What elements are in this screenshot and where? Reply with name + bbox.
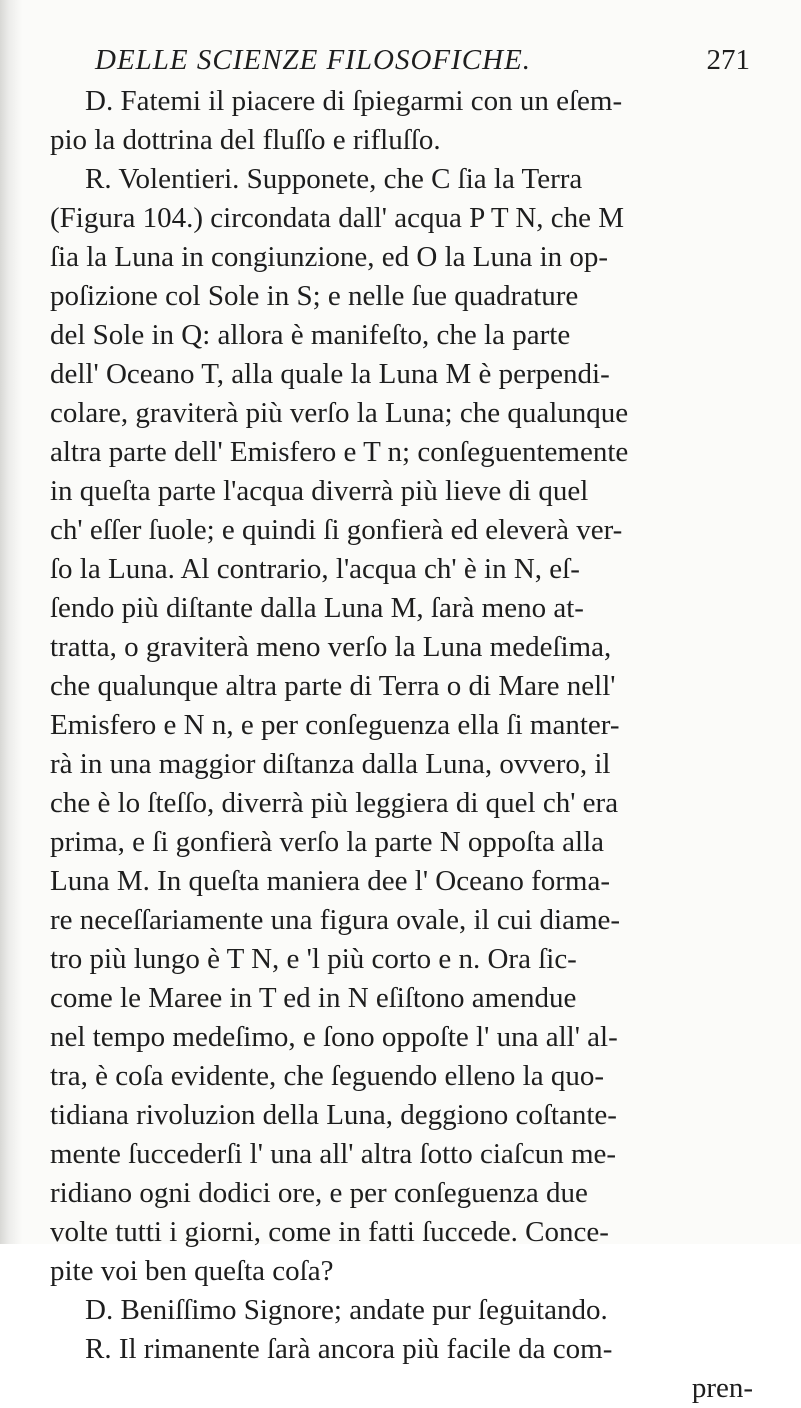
text-line: R. Il rimanente ſarà ancora più facile da com- bbox=[85, 1333, 613, 1365]
text-line: R. Volentieri. Supponete, che C ſia la Terra bbox=[85, 163, 583, 195]
text-line: tra, è coſa evidente, che ſeguendo elleno la quo- bbox=[50, 1060, 604, 1092]
text-line: prima, e ſi gonfierà verſo la parte N oppoſta alla bbox=[50, 826, 605, 858]
text-line: ſo la Luna. Al contrario, l'acqua ch' è in N, eſ- bbox=[50, 553, 580, 585]
text-line: in queſta parte l'acqua diverrà più lieve di quel bbox=[50, 475, 589, 507]
page-header bbox=[95, 44, 750, 84]
text-line: altra parte dell' Emisfero e T n; conſeguentemente bbox=[50, 436, 629, 468]
text-line: D. Beniſſimo Signore; andate pur ſeguitando. bbox=[85, 1294, 608, 1326]
page-gutter-shadow bbox=[0, 0, 22, 1244]
text-line: (Figura 104.) circondata dall' acqua P T N, che M bbox=[50, 202, 625, 234]
text-line: ſia la Luna in congiunzione, ed O la Luna in op- bbox=[50, 241, 609, 273]
text-line: volte tutti i giorni, come in fatti ſuccede. Conce- bbox=[50, 1216, 609, 1248]
text-line: nel tempo medeſimo, e ſono oppoſte l' una all' al- bbox=[50, 1021, 618, 1053]
text-line: rà in una maggior diſtanza dalla Luna, ovvero, il bbox=[50, 748, 611, 780]
text-line: ridiano ogni dodici ore, e per conſeguenza due bbox=[50, 1177, 588, 1209]
text-line: che qualunque altra parte di Terra o di Mare nell' bbox=[50, 670, 616, 702]
text-line: Emisfero e N n, e per conſeguenza ella ſi manter- bbox=[50, 709, 620, 741]
text-line: ſendo più diſtante dalla Luna M, ſarà meno at- bbox=[50, 592, 584, 624]
text-line: D. Fatemi il piacere di ſpiegarmi con un eſem- bbox=[85, 85, 623, 117]
text-line: del Sole in Q: allora è manifeſto, che la parte bbox=[50, 319, 571, 351]
body-text bbox=[50, 82, 755, 1408]
text-line: tidiana rivoluzion della Luna, deggiono coſtante- bbox=[50, 1099, 617, 1131]
text-line: come le Maree in T ed in N eſiſtono amendue bbox=[50, 982, 577, 1014]
catchword: pren- bbox=[691, 1372, 753, 1404]
text-line: ch' eſſer ſuole; e quindi ſi gonfierà ed eleverà ver- bbox=[50, 514, 623, 546]
text-line: tro più lungo è T N, e 'l più corto e n. Ora ſic- bbox=[50, 943, 577, 975]
text-line: pio la dottrina del fluſſo e rifluſſo. bbox=[50, 124, 441, 156]
text-line: colare, graviterà più verſo la Luna; che qualunque bbox=[50, 397, 629, 429]
text-line: poſizione col Sole in S; e nelle ſue quadrature bbox=[50, 280, 579, 312]
text-line: pite voi ben queſta coſa? bbox=[50, 1255, 334, 1287]
text-line: che è lo ſteſſo, diverrà più leggiera di quel ch' era bbox=[50, 787, 619, 819]
running-title: DELLE SCIENZE FILOSOFICHE. bbox=[95, 44, 532, 76]
text-line: re neceſſariamente una figura ovale, il cui diame- bbox=[50, 904, 621, 936]
text-line: tratta, o graviterà meno verſo la Luna medeſima, bbox=[50, 631, 612, 663]
text-line: mente ſuccederſi l' una all' altra ſotto ciaſcun me- bbox=[50, 1138, 617, 1170]
page-number: 271 bbox=[706, 44, 750, 76]
text-line: dell' Oceano T, alla quale la Luna M è perpendi- bbox=[50, 358, 610, 390]
text-line: Luna M. In queſta maniera dee l' Oceano forma- bbox=[50, 865, 611, 897]
